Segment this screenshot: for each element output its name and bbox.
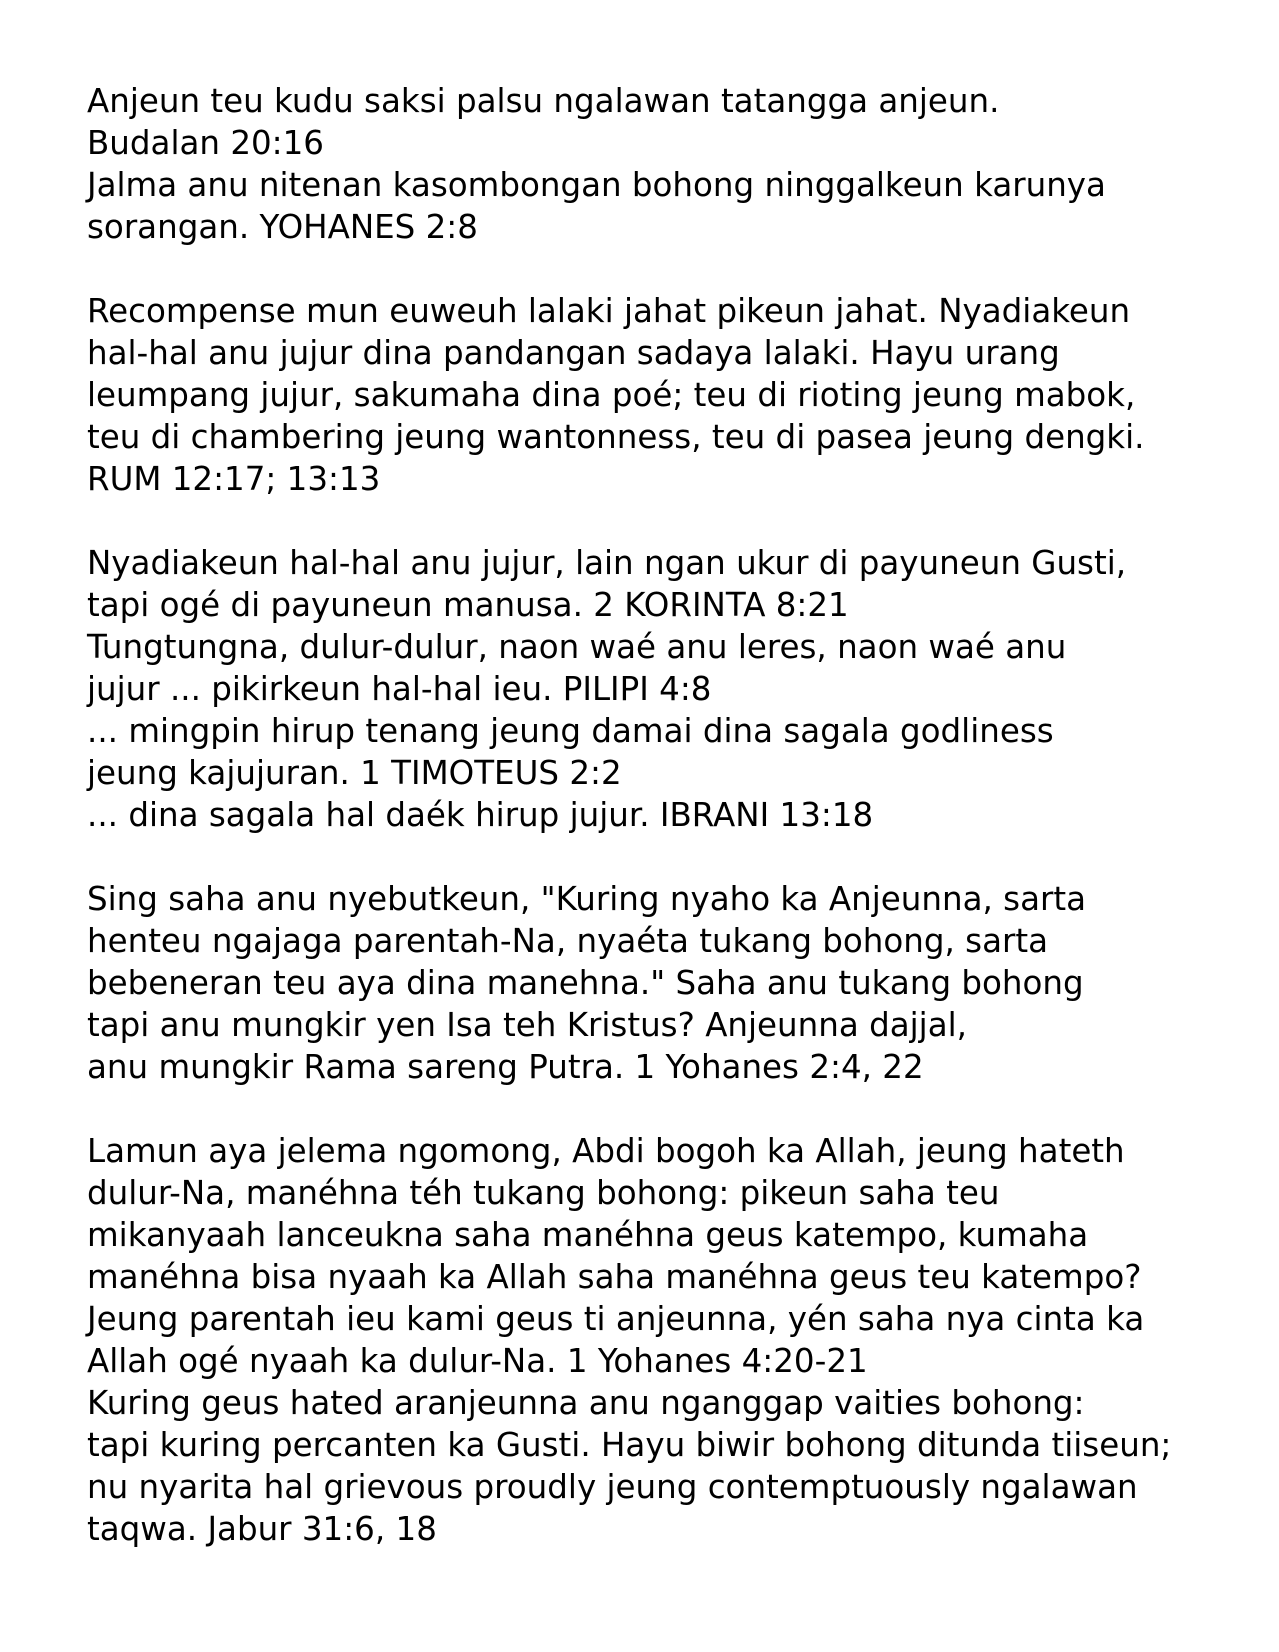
text-line: bebeneran teu aya dina manehna." Saha anu tukang bohong <box>87 964 1084 1002</box>
text-line: Anjeun teu kudu saksi palsu ngalawan tatangga anjeun. <box>87 82 1000 120</box>
text-line: ... mingpin hirup tenang jeung damai dina sagala godliness <box>87 712 1054 750</box>
text-line: Nyadiakeun hal-hal anu jujur, lain ngan ukur di payuneun Gusti, <box>87 544 1127 582</box>
paragraph-2 <box>87 290 1237 500</box>
text-line: tapi ogé di payuneun manusa. 2 KORINTA 8:21 <box>87 586 849 624</box>
text-line: Sing saha anu nyebutkeun, "Kuring nyaho ka Anjeunna, sarta <box>87 880 1087 918</box>
paragraph-gap <box>87 500 1237 542</box>
text-line: Lamun aya jelema ngomong, Abdi bogoh ka Allah, jeung hateth <box>87 1132 1125 1170</box>
text-line: sorangan. YOHANES 2:8 <box>87 208 478 246</box>
text-line: Tungtungna, dulur-dulur, naon waé anu leres, naon waé anu <box>87 628 1067 666</box>
text-line: dulur-Na, manéhna téh tukang bohong: pikeun saha teu <box>87 1174 1000 1212</box>
text-line: Allah ogé nyaah ka dulur-Na. 1 Yohanes 4:20-21 <box>87 1342 868 1380</box>
text-line: taqwa. Jabur 31:6, 18 <box>87 1510 437 1548</box>
text-line: ... dina sagala hal daék hirup jujur. IBRANI 13:18 <box>87 796 874 834</box>
text-line: leumpang jujur, sakumaha dina poé; teu di rioting jeung mabok, <box>87 376 1136 414</box>
text-line: mikanyaah lanceukna saha manéhna geus katempo, kumaha <box>87 1216 1089 1254</box>
document-page <box>87 80 1237 1550</box>
paragraph-3 <box>87 542 1237 836</box>
text-line: tapi anu mungkir yen Isa teh Kristus? Anjeunna dajjal, <box>87 1006 967 1044</box>
paragraph-5 <box>87 1130 1237 1550</box>
text-line: manéhna bisa nyaah ka Allah saha manéhna geus teu katempo? <box>87 1258 1142 1296</box>
text-line: tapi kuring percanten ka Gusti. Hayu biwir bohong ditunda tiiseun; <box>87 1426 1172 1464</box>
text-line: hal-hal anu jujur dina pandangan sadaya lalaki. Hayu urang <box>87 334 1060 372</box>
text-line: RUM 12:17; 13:13 <box>87 460 381 498</box>
text-line: anu mungkir Rama sareng Putra. 1 Yohanes 2:4, 22 <box>87 1048 924 1086</box>
text-line: Jalma anu nitenan kasombongan bohong ninggalkeun karunya <box>87 166 1106 204</box>
text-line: Kuring geus hated aranjeunna anu nganggap vaities bohong: <box>87 1384 1085 1422</box>
text-line: nu nyarita hal grievous proudly jeung contemptuously ngalawan <box>87 1468 1138 1506</box>
text-line: Budalan 20:16 <box>87 124 324 162</box>
text-line: jeung kajujuran. 1 TIMOTEUS 2:2 <box>87 754 622 792</box>
paragraph-gap <box>87 836 1237 878</box>
text-line: Jeung parentah ieu kami geus ti anjeunna, yén saha nya cinta ka <box>87 1300 1145 1338</box>
text-line: henteu ngajaga parentah-Na, nyaéta tukang bohong, sarta <box>87 922 1049 960</box>
paragraph-gap <box>87 1088 1237 1130</box>
paragraph-1 <box>87 80 1237 248</box>
text-line: Recompense mun euweuh lalaki jahat pikeun jahat. Nyadiakeun <box>87 292 1131 330</box>
paragraph-gap <box>87 248 1237 290</box>
text-line: teu di chambering jeung wantonness, teu di pasea jeung dengki. <box>87 418 1145 456</box>
paragraph-4 <box>87 878 1237 1088</box>
text-line: jujur ... pikirkeun hal-hal ieu. PILIPI 4:8 <box>87 670 712 708</box>
